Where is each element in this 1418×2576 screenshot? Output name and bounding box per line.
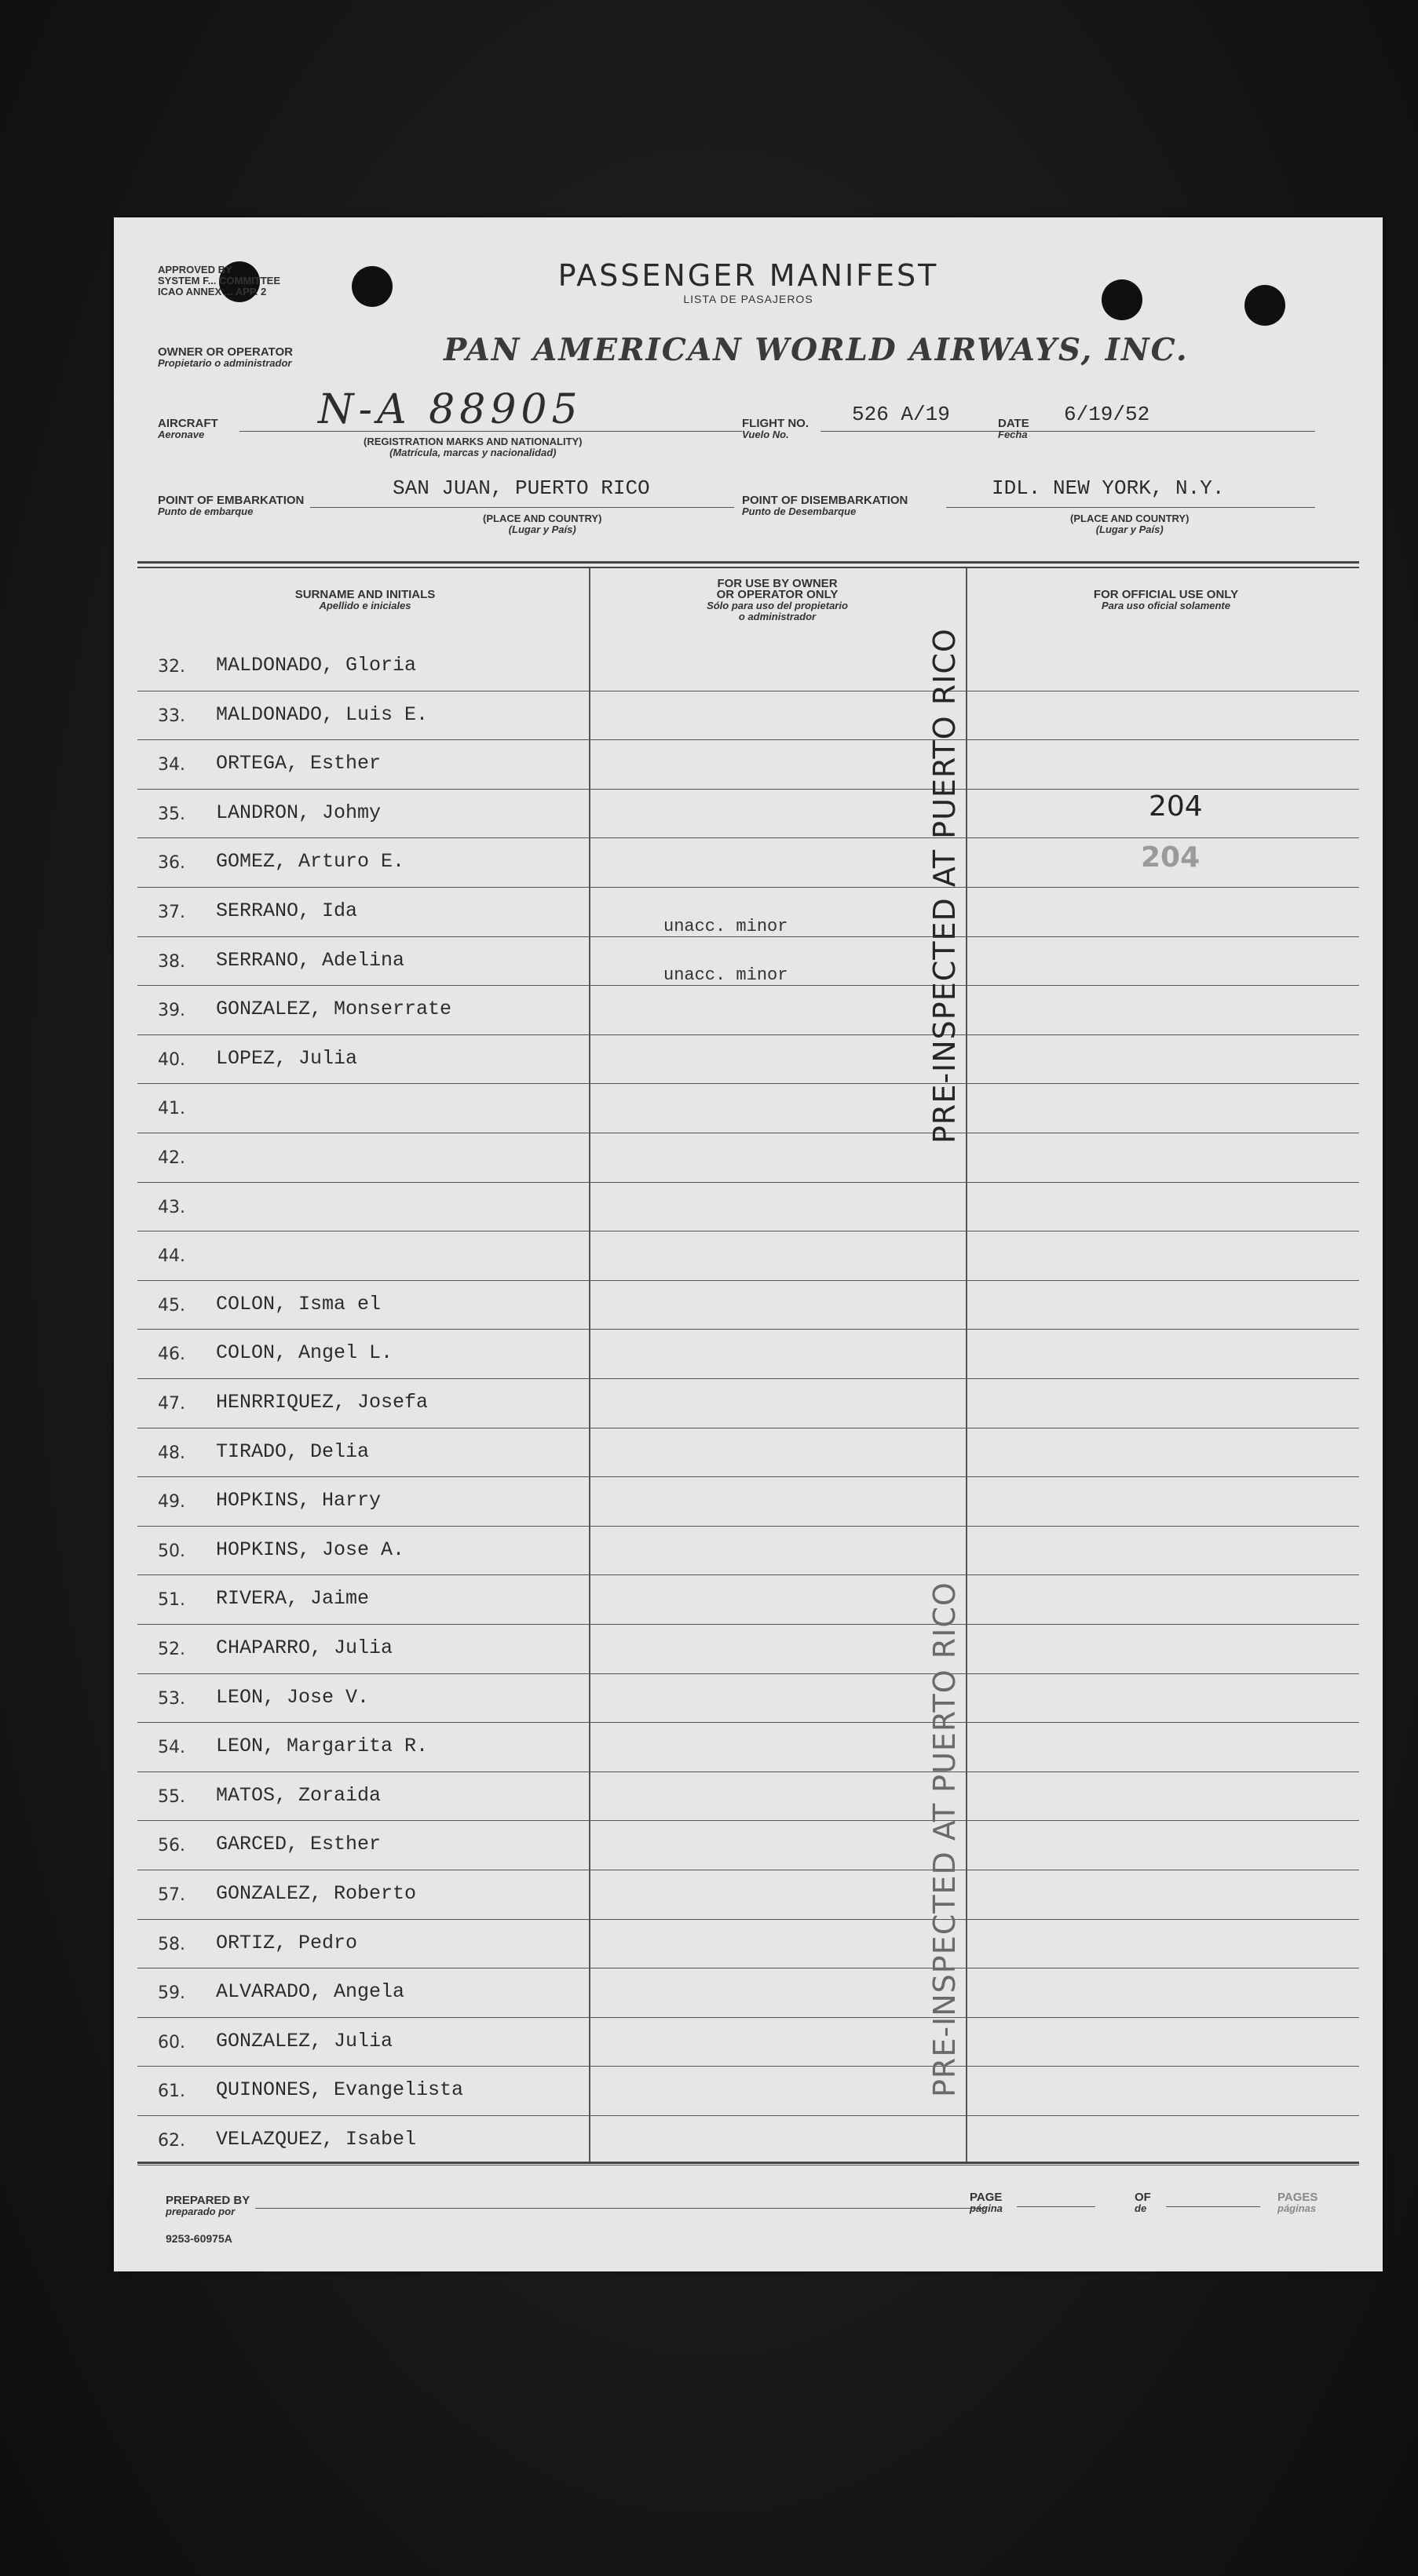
- row-number: 42.: [158, 1148, 185, 1168]
- row-divider: [137, 2017, 1359, 2018]
- passenger-name: LEON, Jose V.: [216, 1685, 370, 1709]
- table-top-rule: [137, 561, 1359, 564]
- approval-line-2: SYSTEM F... COMMITTEE: [158, 275, 281, 286]
- column-header-surname-es: Apellido e iniciales: [319, 600, 411, 611]
- disembark-place-caption-es: (Lugar y País): [1095, 524, 1164, 535]
- row-number: 37.: [158, 903, 185, 922]
- of-label-es: de: [1135, 2202, 1147, 2214]
- flight-label: [742, 418, 809, 440]
- row-divider: [137, 1771, 1359, 1772]
- row-number: 51.: [158, 1590, 185, 1611]
- row-divider: [137, 1378, 1359, 1379]
- owner-label: [158, 347, 293, 369]
- passenger-name: ORTIZ, Pedro: [216, 1931, 358, 1954]
- pages-label-en: PAGES: [1277, 2191, 1318, 2204]
- passenger-name: CHAPARRO, Julia: [216, 1636, 393, 1659]
- prepared-by-label-es: preparado por: [166, 2206, 236, 2217]
- row-number: 60.: [158, 2032, 185, 2052]
- pages-label: [1277, 2192, 1317, 2214]
- row-number: 50.: [158, 1541, 185, 1561]
- disembark-label: [742, 495, 908, 517]
- flight-value: 526 A/19: [852, 403, 950, 426]
- row-divider: [137, 1329, 1359, 1330]
- page-underline: [1017, 2206, 1095, 2207]
- embark-place-caption-en: (PLACE AND COUNTRY): [483, 513, 602, 524]
- column-header-owner-es-1: Sólo para uso del propietario: [707, 600, 848, 611]
- aircraft-label: [158, 418, 218, 440]
- owner-value: PAN AMERICAN WORLD AIRWAYS, INC.: [444, 332, 1189, 368]
- row-number: 55.: [158, 1786, 185, 1807]
- row-number: 53.: [158, 1688, 185, 1709]
- column-header-official-en: FOR OFFICIAL USE ONLY: [1093, 588, 1239, 601]
- row-number: 38.: [158, 951, 185, 972]
- prepared-by-label-en: PREPARED BY: [166, 2194, 250, 2207]
- flight-label-es: Vuelo No.: [742, 429, 789, 440]
- table-top-rule-2: [137, 567, 1359, 568]
- passenger-name: GONZALEZ, Monserrate: [216, 998, 452, 1021]
- form-number: 9253-60975A: [166, 2232, 232, 2245]
- row-number: 45.: [158, 1295, 185, 1315]
- column-header-surname-en: SURNAME AND INITIALS: [294, 588, 436, 601]
- registration-caption-es: (Matrícula, marcas y nacionalidad): [389, 447, 557, 458]
- of-label-en: OF: [1135, 2191, 1151, 2204]
- row-divider: [137, 1722, 1359, 1723]
- aircraft-label-en: AIRCRAFT: [158, 417, 218, 430]
- passenger-name: SERRANO, Ida: [216, 899, 358, 922]
- disembark-label-en: POINT OF DISEMBARKATION: [742, 494, 908, 507]
- passenger-name: LOPEZ, Julia: [216, 1046, 358, 1070]
- passenger-name: RIVERA, Jaime: [216, 1587, 370, 1611]
- official-mark-row-35: 204: [1149, 790, 1203, 823]
- table-bottom-rule: [137, 2162, 1359, 2164]
- preinspected-stamp-bottom: PRE-INSPECTED AT PUERTO RICO: [927, 1582, 962, 2097]
- row-number: 43.: [158, 1197, 185, 1217]
- row-number: 36.: [158, 853, 185, 874]
- passenger-name: COLON, Angel L.: [216, 1341, 393, 1365]
- passenger-name: GONZALEZ, Roberto: [216, 1882, 417, 1905]
- disembark-place-caption: [1070, 513, 1189, 535]
- row-number: 40.: [158, 1049, 185, 1070]
- row-divider: [137, 789, 1359, 790]
- row-number: 49.: [158, 1492, 185, 1512]
- official-mark-row-36: 204: [1141, 841, 1201, 874]
- row-divider: [137, 739, 1359, 740]
- row-number: 47.: [158, 1394, 185, 1414]
- row-divider: [137, 1476, 1359, 1477]
- date-underline: [1032, 431, 1315, 432]
- approval-line-3: ICAO ANNEX ... APP. 2: [158, 286, 267, 297]
- page-label-en: PAGE: [970, 2191, 1003, 2204]
- passenger-name: LEON, Margarita R.: [216, 1735, 429, 1758]
- passenger-name: HOPKINS, Jose A.: [216, 1538, 405, 1561]
- column-header-surname: [137, 589, 593, 611]
- row-number: 48.: [158, 1443, 185, 1463]
- passenger-name: HENRRIQUEZ, Josefa: [216, 1391, 429, 1414]
- page-label: [970, 2192, 1003, 2214]
- disembark-value: IDL. NEW YORK, N.Y.: [992, 476, 1225, 500]
- passenger-name: MALDONADO, Gloria: [216, 654, 417, 677]
- passenger-name: TIRADO, Delia: [216, 1439, 370, 1463]
- passenger-name: VELAZQUEZ, Isabel: [216, 2128, 417, 2151]
- row-divider: [137, 1526, 1359, 1527]
- passenger-name: GARCED, Esther: [216, 1833, 382, 1856]
- aircraft-value: N-A 88905: [318, 386, 583, 433]
- aircraft-label-es: Aeronave: [158, 429, 205, 440]
- page-label-es: página: [970, 2202, 1003, 2214]
- row-divider: [137, 1574, 1359, 1575]
- column-header-owner: [593, 578, 962, 622]
- row-number: 57.: [158, 1885, 185, 1905]
- date-label: [998, 418, 1029, 440]
- row-divider: [137, 1673, 1359, 1674]
- note-row-38: unacc. minor: [663, 965, 788, 985]
- embark-label: [158, 495, 304, 517]
- row-divider: [137, 837, 1359, 838]
- passenger-name: QUINONES, Evangelista: [216, 2078, 464, 2102]
- note-row-37: unacc. minor: [663, 917, 788, 936]
- row-divider: [137, 2066, 1359, 2067]
- column-header-official-es: Para uso oficial solamente: [1101, 600, 1230, 611]
- passenger-name: MALDONADO, Luis E.: [216, 702, 429, 726]
- disembark-place-caption-en: (PLACE AND COUNTRY): [1070, 513, 1190, 524]
- registration-caption-en: (REGISTRATION MARKS AND NATIONALITY): [364, 436, 583, 447]
- passenger-name: ALVARADO, Angela: [216, 1980, 405, 2004]
- column-header-owner-en-1: FOR USE BY OWNER: [717, 577, 838, 590]
- owner-label-en: OWNER OR OPERATOR: [158, 345, 293, 359]
- row-number: 59.: [158, 1983, 185, 2004]
- row-number: 61.: [158, 2082, 185, 2102]
- embark-label-en: POINT OF EMBARKATION: [158, 494, 305, 507]
- row-number: 39.: [158, 1001, 185, 1021]
- passenger-name: COLON, Isma el: [216, 1292, 382, 1315]
- date-label-en: DATE: [998, 417, 1029, 430]
- row-divider: [137, 1083, 1359, 1084]
- passenger-name: ORTEGA, Esther: [216, 752, 382, 775]
- preinspected-stamp-top: PRE-INSPECTED AT PUERTO RICO: [927, 628, 962, 1144]
- row-number: 58.: [158, 1934, 185, 1954]
- embark-value: SAN JUAN, PUERTO RICO: [393, 476, 650, 500]
- row-number: 46.: [158, 1345, 185, 1365]
- row-number: 33.: [158, 706, 185, 726]
- date-label-es: Fecha: [998, 429, 1028, 440]
- embark-place-caption: [483, 513, 601, 535]
- row-number: 52.: [158, 1640, 185, 1659]
- column-divider-1: [589, 568, 590, 2162]
- approval-line-1: APPROVED BY: [158, 264, 232, 275]
- flight-label-en: FLIGHT NO.: [742, 417, 809, 430]
- owner-label-es: Propietario o administrador: [158, 357, 292, 369]
- row-number: 62.: [158, 2131, 185, 2151]
- registration-caption: [364, 436, 583, 458]
- embark-place-caption-es: (Lugar y País): [508, 524, 576, 535]
- passenger-name: HOPKINS, Harry: [216, 1489, 382, 1512]
- row-number: 41.: [158, 1099, 185, 1119]
- column-header-owner-en-2: OR OPERATOR ONLY: [716, 588, 839, 601]
- form-title-block: [114, 258, 1383, 305]
- pages-label-es: páginas: [1277, 2202, 1317, 2214]
- row-divider: [137, 1182, 1359, 1183]
- row-divider: [137, 985, 1359, 986]
- row-divider: [137, 887, 1359, 888]
- passenger-name: LANDRON, Johmy: [216, 801, 382, 824]
- passenger-name: MATOS, Zoraida: [216, 1783, 382, 1807]
- page-subtitle: LISTA DE PASAJEROS: [683, 293, 813, 305]
- disembark-label-es: Punto de Desembarque: [742, 505, 857, 517]
- disembark-underline: [946, 507, 1315, 508]
- row-number: 35.: [158, 804, 185, 824]
- row-divider: [137, 2115, 1359, 2116]
- of-underline: [1166, 2206, 1260, 2207]
- row-number: 44.: [158, 1246, 185, 1267]
- prepared-by-label: [166, 2195, 250, 2217]
- column-divider-2: [966, 568, 967, 2162]
- row-number: 56.: [158, 1836, 185, 1856]
- row-divider: [137, 1820, 1359, 1821]
- row-number: 32.: [158, 657, 185, 677]
- row-number: 34.: [158, 755, 185, 775]
- passenger-name: SERRANO, Adelina: [216, 948, 405, 972]
- row-divider: [137, 1034, 1359, 1035]
- row-divider: [137, 2165, 1359, 2166]
- manifest-sheet: [114, 217, 1383, 2271]
- page-title: PASSENGER MANIFEST: [557, 258, 939, 293]
- row-number: 54.: [158, 1738, 185, 1758]
- of-label: [1135, 2192, 1151, 2214]
- embark-underline: [310, 507, 734, 508]
- column-header-official: [970, 589, 1362, 611]
- prepared-by-underline: [255, 2208, 985, 2209]
- passenger-name: GONZALEZ, Julia: [216, 2029, 393, 2052]
- row-divider: [137, 1919, 1359, 1920]
- date-value: 6/19/52: [1064, 403, 1150, 426]
- row-divider: [137, 1280, 1359, 1281]
- column-header-owner-es-2: o administrador: [738, 611, 817, 622]
- embark-label-es: Punto de embarque: [158, 505, 254, 517]
- row-divider: [137, 1624, 1359, 1625]
- passenger-name: GOMEZ, Arturo E.: [216, 850, 405, 874]
